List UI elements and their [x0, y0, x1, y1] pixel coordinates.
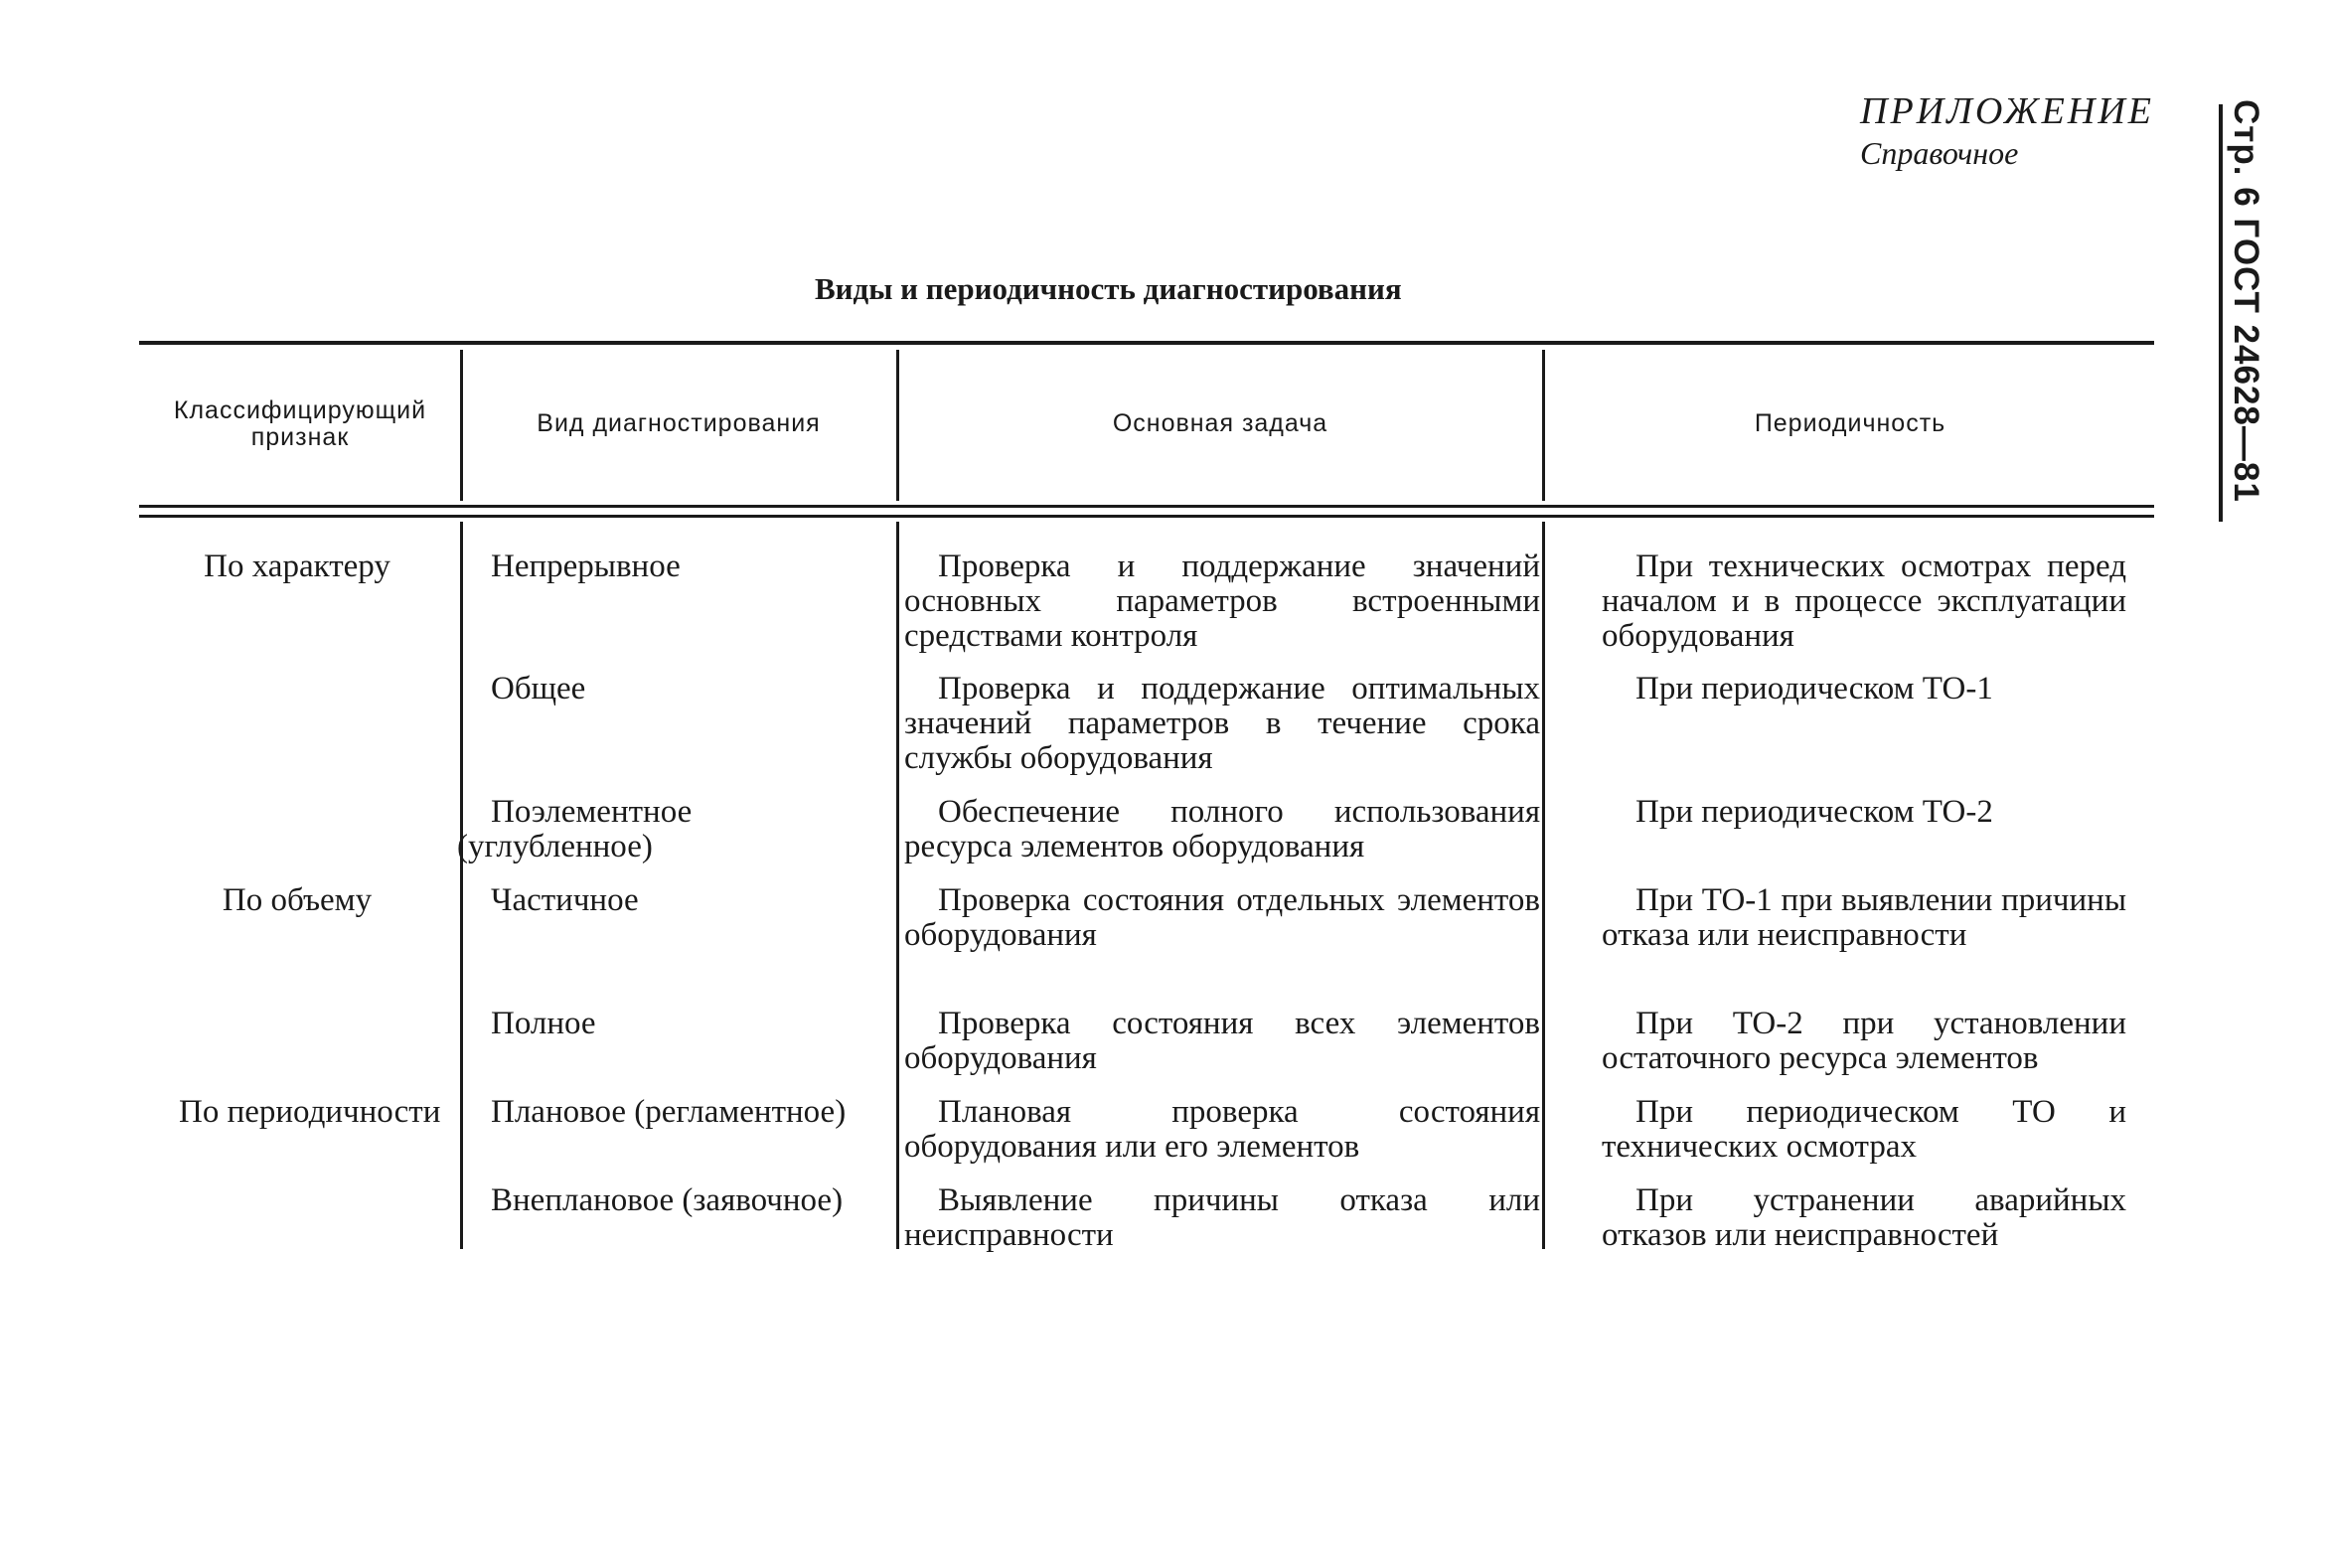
row-sign: По объему: [222, 882, 373, 918]
side-rule: [2219, 104, 2223, 522]
header-separator: [1542, 350, 1545, 501]
appendix-label: [1860, 89, 2154, 172]
row-period: При периодическом ТО-1: [1635, 671, 1993, 706]
row-task: Проверка и поддержание значений основных параметров встроенными средствами контроля: [904, 549, 1540, 654]
row-period: При технических осмотрах перед началом и в процессе эксплуатации оборудования: [1602, 549, 2126, 654]
row-task: Обеспечение полного использования ресурса элементов оборудования: [904, 794, 1540, 864]
row-kind: Общее: [491, 671, 586, 706]
header-separator: [460, 350, 463, 501]
row-sign: По характеру: [204, 549, 390, 584]
table-top-rule: [139, 341, 2154, 345]
header-bottom-rule-2: [139, 515, 2154, 518]
body-separator: [896, 522, 899, 1249]
header-period: Периодичность: [1754, 409, 1946, 438]
row-task: Проверка и поддержание оптимальных значений параметров в течение срока службы оборудования: [904, 671, 1540, 776]
row-task: Проверка состояния всех элементов оборудования: [904, 1006, 1540, 1076]
row-period: При ТО-1 при выявлении причины отказа или неисправности: [1602, 882, 2126, 953]
row-period: При устранении аварийных отказов или неисправностей: [1602, 1182, 2126, 1253]
header-separator: [896, 350, 899, 501]
row-kind: Внеплановое (заявочное): [491, 1182, 844, 1218]
appendix-title: ПРИЛОЖЕНИЕ: [1860, 90, 2154, 132]
row-period: При ТО-2 при установлении остаточного ресурса элементов: [1602, 1006, 2126, 1076]
row-task: Выявление причины отказа или неисправности: [904, 1182, 1540, 1253]
row-kind: Частичное: [491, 882, 639, 918]
row-kind: Полное: [491, 1006, 596, 1041]
header-kind: Вид диагностирования: [537, 409, 821, 438]
page-standard-label: Стр. 6 ГОСТ 24628—81: [2227, 99, 2265, 503]
row-sign: По периодичности: [179, 1094, 441, 1130]
row-task: Плановая проверка состояния оборудования или его элементов: [904, 1094, 1540, 1165]
row-kind: Поэлементное (углубленное): [457, 794, 693, 864]
header-bottom-rule: [139, 505, 2154, 508]
header-task: Основная задача: [1112, 409, 1328, 438]
appendix-subtitle: Справочное: [1860, 135, 2019, 171]
row-kind: Непрерывное: [491, 549, 681, 584]
row-period: При периодическом ТО-2: [1635, 794, 1993, 830]
row-period: При периодическом ТО и технических осмотрах: [1602, 1094, 2126, 1165]
header-sign: Классифицирующий признак: [173, 395, 427, 451]
row-task: Проверка состояния отдельных элементов оборудования: [904, 882, 1540, 953]
body-separator: [1542, 522, 1545, 1249]
row-kind: Плановое (регламентное): [491, 1094, 847, 1130]
table-title: Виды и периодичность диагностирования: [815, 271, 1402, 306]
